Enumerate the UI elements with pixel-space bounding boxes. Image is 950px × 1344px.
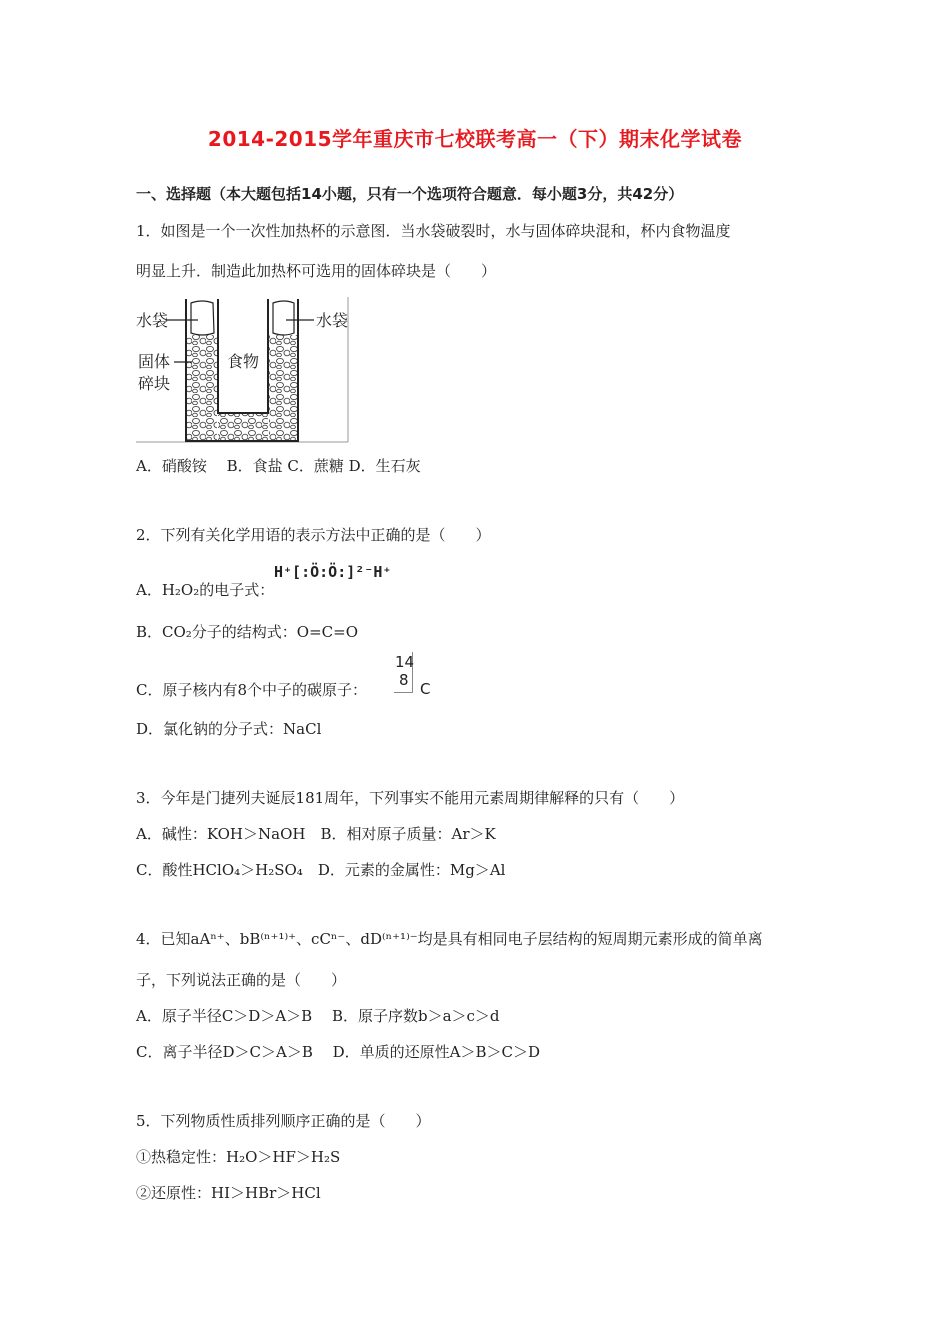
q3-options-ab: A．碱性：KOH＞NaOH B．相对原子质量：Ar＞K	[136, 825, 496, 843]
label-food: 食物	[227, 352, 260, 371]
label-chunks: 碎块	[138, 374, 171, 393]
isotope-mass-number: 14	[395, 653, 415, 671]
q5-stem: 5．下列物质性质排列顺序正确的是（ ）	[136, 1112, 431, 1130]
q2-option-b: B．CO₂分子的结构式：O=C=O	[136, 623, 359, 641]
label-water-bag-right: 水袋	[316, 311, 349, 330]
q4-stem-line1: 4．已知aAⁿ⁺、bB⁽ⁿ⁺¹⁾⁺、cCⁿ⁻、dD⁽ⁿ⁺¹⁾⁻均是具有相同电子层结构的短周期元素形成的简单离	[136, 930, 763, 948]
label-solid: 固体	[138, 352, 171, 371]
q2-stem: 2．下列有关化学用语的表示方法中正确的是（ ）	[136, 526, 491, 544]
q1-options: A．硝酸铵 B．食盐 C．蔗糖 D．生石灰	[136, 457, 421, 475]
page-title: 2014-2015学年重庆市七校联考高一（下）期末化学试卷	[207, 127, 743, 151]
q2-option-c-text: C．原子核内有8个中子的碳原子：	[136, 681, 368, 699]
q1-stem-line2: 明显上升．制造此加热杯可选用的固体碎块是（ ）	[136, 262, 497, 280]
heating-cup-figure	[136, 297, 350, 447]
label-water-bag-left: 水袋	[136, 311, 169, 330]
q5-item-1: ①热稳定性：H₂O＞HF＞H₂S	[136, 1148, 341, 1166]
q5-item-2: ②还原性：HI＞HBr＞HCl	[136, 1184, 321, 1202]
q4-options-ab: A．原子半径C＞D＞A＞B B．原子序数b＞a＞c＞d	[136, 1007, 500, 1025]
section-heading: 一、选择题（本大题包括14小题，只有一个选项符合题意．每小题3分，共42分）	[136, 185, 684, 203]
q3-options-cd: C．酸性HClO₄＞H₂SO₄ D．元素的金属性：Mg＞Al	[136, 861, 506, 879]
isotope-atomic-number: 8	[399, 671, 409, 689]
q3-stem: 3．今年是门捷列夫诞辰181周年，下列事实不能用元素周期律解释的只有（ ）	[136, 789, 685, 807]
q4-stem-line2: 子，下列说法正确的是（ ）	[136, 971, 347, 989]
h2o2-electron-formula: H⁺[:Ö:Ö:]²⁻H⁺	[274, 563, 392, 581]
q2-option-a	[136, 580, 274, 600]
q2-option-a-text: A．H₂O₂的电子式：	[136, 581, 275, 599]
q4-options-cd: C．离子半径D＞C＞A＞B D．单质的还原性A＞B＞C＞D	[136, 1043, 540, 1061]
q2-option-d: D．氯化钠的分子式：NaCl	[136, 720, 322, 738]
q1-stem-line1: 1．如图是一个一次性加热杯的示意图．当水袋破裂时，水与固体碎块混和，杯内食物温度	[136, 222, 731, 240]
isotope-symbol: C	[420, 680, 431, 698]
